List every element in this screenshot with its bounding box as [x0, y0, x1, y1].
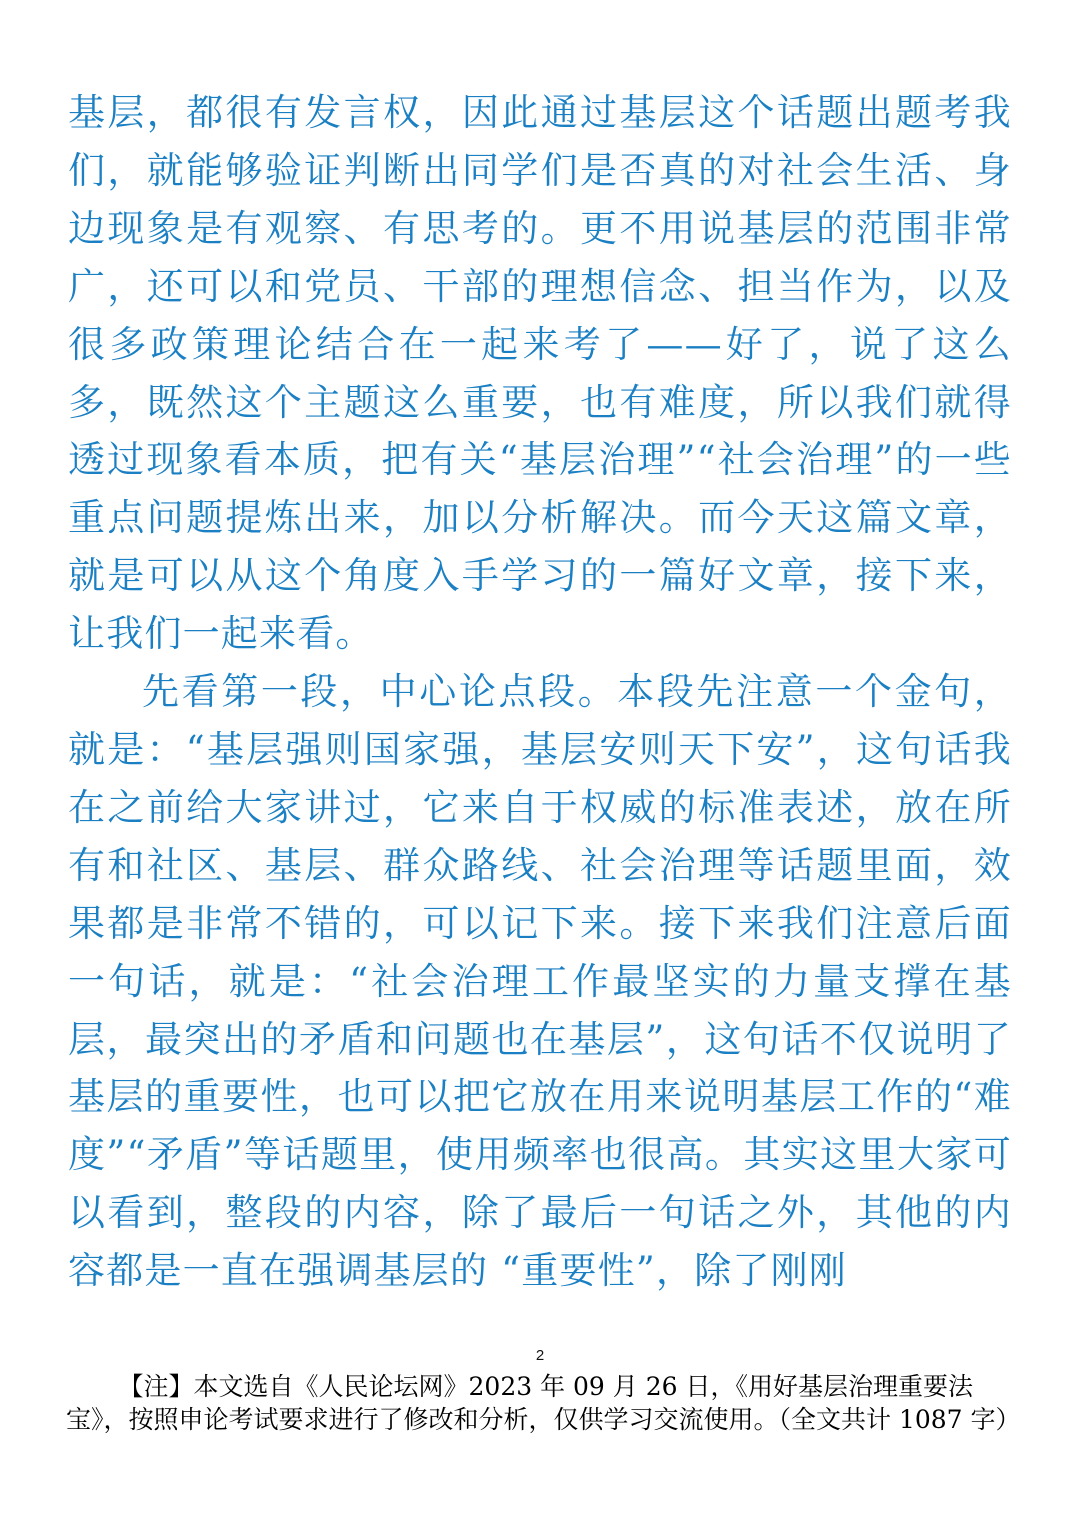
source-footnote: 【注】本文选自《人民论坛网》2023 年 09 月 26 日，《用好基层治理重要法宝》，按照申论考试要求进行了修改和分析，仅供学习交流使用。（全文共计 1087 字） — [66, 1372, 1021, 1434]
paragraph-first-section-analysis: 先看第一段，中心论点段。本段先注意一个金句，就是：“基层强则国家强，基层安则天下安”，这句话我在之前给大家讲过，它来自于权威的标准表述，放在所有和社区、基层、群众路线、社会治理等话题里面，效果都是非常不错的，可以记下来。接下来我们注意后面一句话，就是：“社会治理工作最坚实的力量支撑在基层，最突出的矛盾和问题也在基层”，这句话不仅说明了基层的重要性，也可以把它放在用来说明基层工作的“难度”“矛盾”等话题里，使用频率也很高。其实这里大家可以看到，整段的内容，除了最后一句话之外，其他的内容都是一直在强调基层的 “重要性”，除了刚刚 — [68, 670, 1012, 1293]
article-body — [68, 84, 1012, 1300]
page-number: 2 — [535, 1347, 545, 1364]
paragraph-continued: 基层，都很有发言权，因此通过基层这个话题出题考我们，就能够验证判断出同学们是否真的对社会生活、身边现象是有观察、有思考的。更不用说基层的范围非常广，还可以和党员、干部的理想信念、担当作为，以及很多政策理论结合在一起来考了——好了，说了这么多，既然这个主题这么重要，也有难度，所以我们就得透过现象看本质，把有关“基层治理”“社会治理”的一些重点问题提炼出来，加以分析解决。而今天这篇文章，就是可以从这个角度入手学习的一篇好文章，接下来，让我们一起来看。 — [68, 91, 1012, 656]
